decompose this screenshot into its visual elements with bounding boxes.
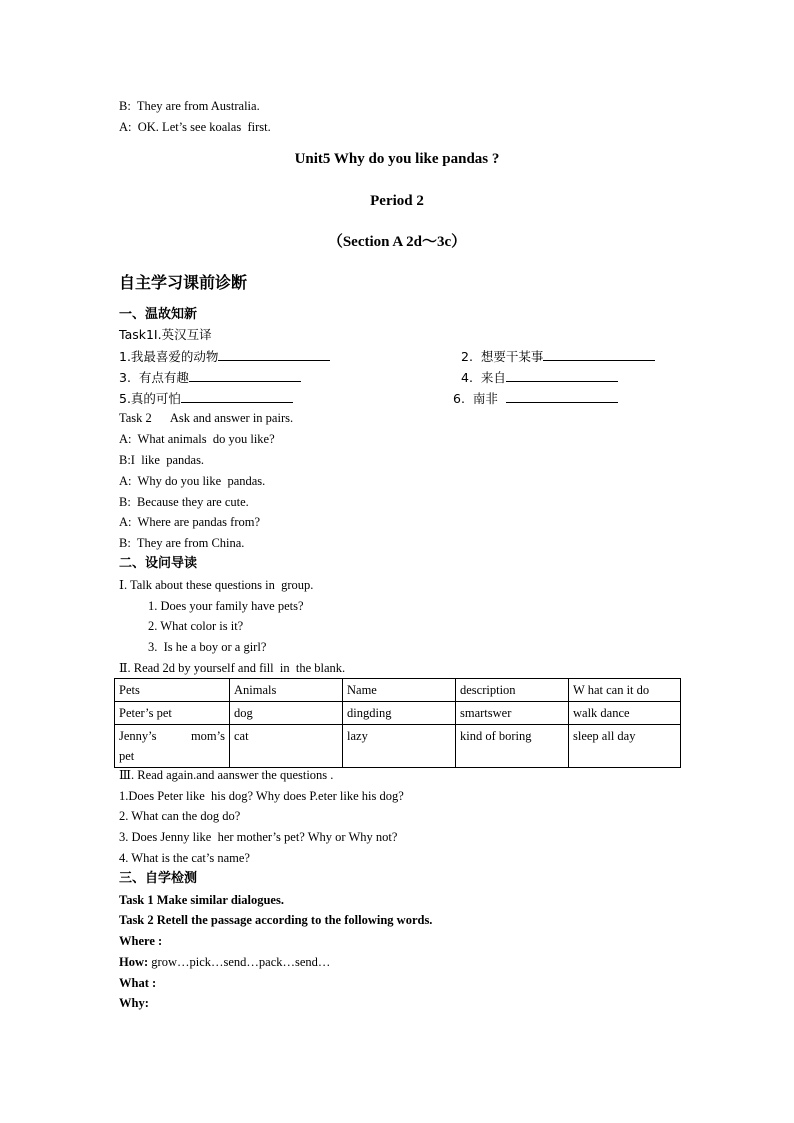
table-cell: dingding [343,702,456,725]
table-cell: cat [230,725,343,768]
table-cell: lazy [343,725,456,768]
how-label: How: [119,955,149,969]
answer-blank[interactable] [189,369,301,382]
table-cell: Peter’s pet [115,702,230,725]
table-cell: dog [230,702,343,725]
table-cell-line: pet [119,749,135,763]
dialogue-line: B:I like pandas. [119,453,205,467]
dialogue-line: B: They are from China. [119,536,245,550]
q3-title: Ⅲ. Read again.and aanswer the questions . [119,768,334,782]
answer-blank[interactable] [218,348,330,361]
table-header-cell: Animals [230,679,343,702]
table-header-cell: description [456,679,569,702]
q1-title: Ⅰ. Talk about these questions in group. [119,578,314,592]
q3-item: 4. What is the cat’s name? [119,851,250,865]
q1-item: 1. Does your family have pets? [148,599,304,613]
answer-blank[interactable] [181,390,293,403]
table-cell: sleep all day [569,725,681,768]
answer-blank[interactable] [543,348,655,361]
intro-line-1: B: They are from Australia. [119,99,260,113]
main-heading: 自主学习课前诊断 [119,273,248,292]
table-cell: smartswer [456,702,569,725]
translate-item-5: 5.真的可怕 [119,390,293,407]
table-cell: kind of boring [456,725,569,768]
table-cell-line: Jenny’s mom’s [119,729,225,743]
dialogue-line: A: Why do you like pandas. [119,474,266,488]
translate-item-2: 2. 想要干某事 [461,348,655,365]
part2-heading: 二、设问导读 [119,556,198,571]
part3-heading: 三、自学检测 [119,871,198,886]
table-cell [115,725,230,768]
dialogue-line: A: What animals do you like? [119,432,275,446]
dialogue-line: B: Because they are cute. [119,495,249,509]
dialogue-line: A: Where are pandas from? [119,515,261,529]
q3-item: 1.Does Peter like his dog? Why does P.eter like his dog? [119,789,404,803]
intro-line-2: A: OK. Let’s see koalas first. [119,120,271,134]
q3-item: 3. Does Jenny like her mother’s pet? Why or Why not? [119,830,398,844]
where-label: Where : [119,934,163,948]
part3-task2: Task 2 Retell the passage according to the following words. [119,913,433,927]
translate-item-1: 1.我最喜爱的动物 [119,348,330,365]
section-title: （Section A 2d～3c） [327,234,467,250]
q3-item: 2. What can the dog do? [119,809,241,823]
table-header-row [115,679,681,702]
why-label: Why: [119,996,149,1010]
task1-title: Task1I.英汉互译 [119,327,212,342]
how-text: grow…pick…send…pack…send… [148,955,331,969]
translate-item-6: 6. 南非 [453,390,618,407]
table-row [115,702,681,725]
translate-item-3: 3. 有点有趣 [119,369,301,386]
table-header-cell: W hat can it do [569,679,681,702]
how-line [119,954,330,970]
table-header-cell: Name [343,679,456,702]
what-label: What : [119,976,157,990]
q1-item: 3. Is he a boy or a girl? [148,640,267,654]
table-cell: walk dance [569,702,681,725]
period-title: Period 2 [370,193,424,209]
translate-item-4: 4. 来自 [461,369,618,386]
q1-item: 2. What color is it? [148,619,244,633]
q2-title: Ⅱ. Read 2d by yourself and fill in the blank. [119,661,346,675]
table-header-cell: Pets [115,679,230,702]
task2-title: Task 2 Ask and answer in pairs. [119,411,294,425]
part1-heading: 一、温故知新 [119,307,198,322]
pets-table [114,678,681,768]
answer-blank[interactable] [506,369,618,382]
unit-title: Unit5 Why do you like pandas ? [294,151,500,167]
answer-blank[interactable] [506,390,618,403]
part3-task1: Task 1 Make similar dialogues. [119,893,284,907]
table-row [115,725,681,768]
